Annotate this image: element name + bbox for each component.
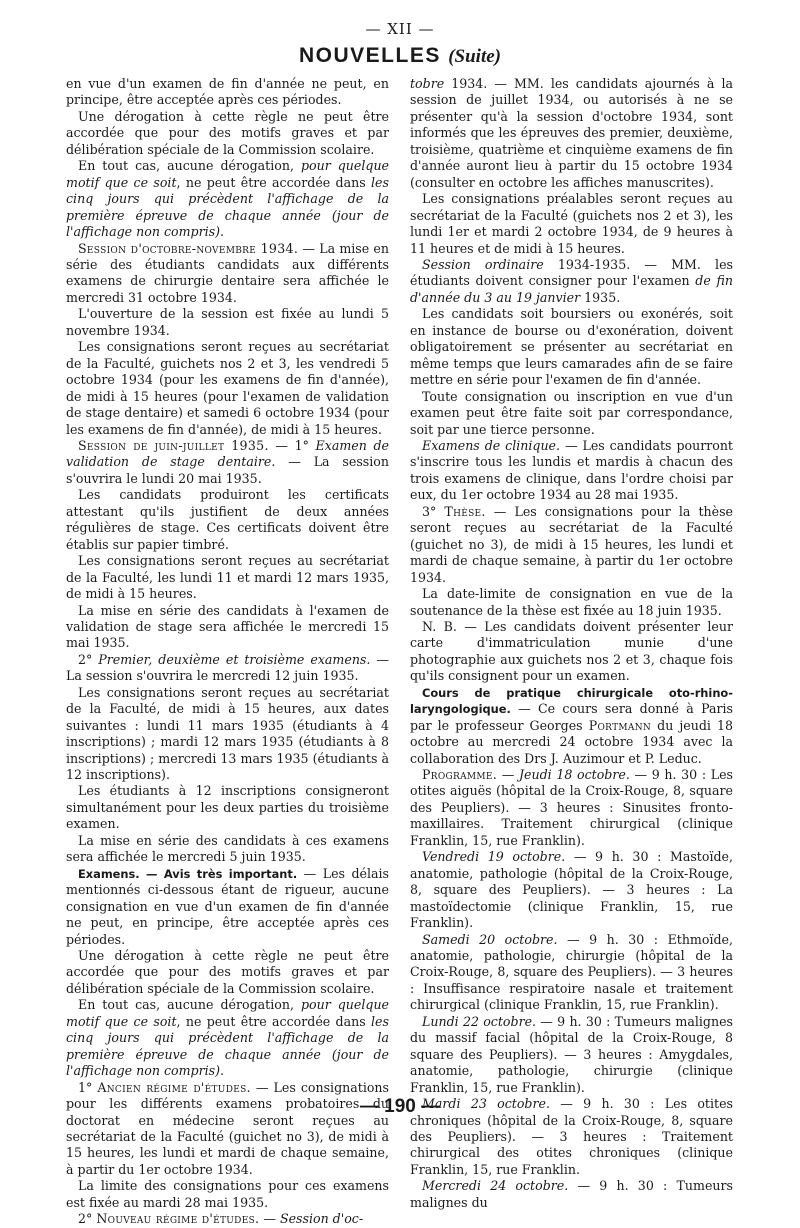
paragraph: 3° Thèse. — Les consignations pour la thèse seront reçues au secrétariat de la Faculté (guichet no 3), de midi à 15 heures, les lundi et mardi de chaque semaine, à partir du 1er octobre 1934. — [410, 503, 733, 585]
paragraph: La mise en série des candidats à l'examen de validation de stage sera affichée le mercredi 15 mai 1935. — [66, 602, 389, 651]
page-number-roman: — XII — — [365, 20, 435, 38]
paragraph: Session de juin-juillet 1935. — 1° Examen de validation de stage dentaire. — La session s'ouvrira le lundi 20 mai 1935. — [66, 437, 389, 486]
paragraph: tobre 1934. — MM. les candidats ajournés à la session de juillet 1934, ou autorisés à ne se présenter qu'à la session d'octobre 1934, sont informés que les épreuves des premier, deuxième, troisième, quatrième et cinquième examens de fin d'année auront lieu à partir du 15 octobre 1934 (consulter en octobre les affiches manuscrites). — [410, 76, 733, 190]
paragraph: Les consignations seront reçues au secrétariat de la Faculté, guichets nos 2 et 3, les vendredi 5 octobre 1934 (pour les examens de fin d'année), de midi à 15 heures (pour l'examen de validation de stage dentaire) et samedi 6 octobre 1934 (pour les examens de fin d'année), de midi à 15 heures. — [66, 339, 389, 437]
page-title — [0, 44, 800, 68]
right-column — [410, 76, 733, 1211]
paragraph: Les candidats produiront les certificats attestant qu'ils justifient de deux années régulières de stage. Ces certificats doivent être établis sur papier timbré. — [66, 487, 389, 552]
left-column — [66, 76, 389, 1228]
paragraph: Une dérogation à cette règle ne peut être accordée que pour des motifs graves et par délibération spéciale de la Commission scolaire. — [66, 108, 389, 157]
paragraph: Mercredi 24 octobre. — 9 h. 30 : Tumeurs malignes du — [410, 1178, 733, 1210]
paragraph: N. B. — Les candidats doivent présenter leur carte d'immatriculation munie d'une photographie aux guichets nos 2 et 3, chaque fois qu'ils consignent pour un examen. — [410, 618, 733, 684]
paragraph: Samedi 20 octobre. — 9 h. 30 : Ethmoïde, anatomie, pathologie, chirurgie (hôpital de la Croix-Rouge, 8, square des Peupliers). — 3 heures : Insuffisance respiratoire nasale et traitement chirurgical (clinique Franklin, 15, rue Franklin). — [410, 931, 734, 1013]
paragraph: Examens. — Avis très important. — Les délais mentionnés ci-dessous étant de rigueur, aucune consignation en vue d'un examen de fin d'année ne peut, en principe, être acceptée après ces périodes. — [66, 865, 389, 947]
paragraph: En tout cas, aucune dérogation, pour quelque motif que ce soit, ne peut être accordée dans les cinq jours qui précèdent l'affichage de la première épreuve de chaque année (jour de l'affichage non compris). — [66, 158, 390, 240]
paragraph: Une dérogation à cette règle ne peut être accordée que pour des motifs graves et par délibération spéciale de la Commission scolaire. — [66, 948, 389, 996]
paragraph: Les consignations seront reçues au secrétariat de la Faculté, les lundi 11 et mardi 12 mars 1935, de midi à 15 heures. — [66, 553, 389, 602]
paragraph: Les consignations préalables seront reçues au secrétariat de la Faculté (guichets nos 2 et 3), les lundi 1er et mardi 2 octobre 1934, de 9 heures à 11 heures et de midi à 15 heures. — [410, 191, 733, 256]
paragraph: L'ouverture de la session est fixée au lundi 5 novembre 1934. — [66, 306, 389, 338]
paragraph: Session ordinaire 1934-1935. — MM. les étudiants doivent consigner pour l'examen de fin d'année du 3 au 19 janvier 1935. — [410, 256, 734, 305]
paragraph: La mise en série des candidats à ces examens sera affichée le mercredi 5 juin 1935. — [66, 832, 389, 865]
paragraph: Mardi 23 octobre. — 9 h. 30 : Les otites chroniques (hôpital de la Croix-Rouge, 8, square des Peupliers). — 3 heures : Traitement chirurgical des otites chroniques (clinique Franklin, 15, rue Franklin. — [410, 1096, 733, 1177]
paragraph: Les étudiants à 12 inscriptions consigneront simultanément pour les deux parties du troisième examen. — [66, 783, 389, 832]
paragraph: 2° Nouveau régime d'études. — Session d'oc- — [78, 1211, 364, 1227]
paragraph: La limite des consignations pour ces examens est fixée au mardi 28 mai 1935. — [66, 1178, 389, 1210]
paragraph: 2° Premier, deuxième et troisième examens. — La session s'ouvrira le mercredi 12 juin 1935. — [66, 651, 389, 684]
paragraph: Vendredi 19 octobre. — 9 h. 30 : Mastoïde, anatomie, pathologie (hôpital de la Croix-Rouge, 8, square des Peupliers). — 3 heures : La mastoïdectomie (clinique Franklin, 15, rue Franklin). — [410, 849, 733, 931]
paragraph: Programme. — Jeudi 18 octobre. — 9 h. 30 : Les otites aiguës (hôpital de la Croix-Rouge, 8, square des Peupliers). — 3 heures : Sinusites fronto-maxillaires. Traitement chirurgical (clinique Franklin, 15, rue Franklin). — [410, 767, 733, 848]
paragraph: Session d'octobre-novembre 1934. — La mise en série des étudiants candidats aux différents examens de chirurgie dentaire sera affichée le mercredi 31 octobre 1934. — [66, 240, 389, 305]
paragraph: La date-limite de consignation en vue de la soutenance de la thèse est fixée au 18 juin 1935. — [410, 586, 733, 618]
paragraph: Lundi 22 octobre. — 9 h. 30 : Tumeurs malignes du massif facial (hôpital de la Croix-Rouge, 8 square des Peupliers). — 3 heures : Amygdales, anatomie, pathologie, chirurgie (clinique Franklin, 15, rue Franklin). — [410, 1013, 733, 1095]
paragraph: Les candidats soit boursiers ou exonérés, soit en instance de bourse ou d'exonération, doivent obligatoirement se présenter au secrétariat en même temps que leurs camarades afin de se faire mettre en série pour l'examen de fin d'année. — [410, 306, 733, 388]
paragraph: Toute consignation ou inscription en vue d'un examen peut être faite soit par correspondance, soit par une tierce personne. — [410, 388, 733, 437]
paragraph: 1° Ancien régime d'études. — Les consignations pour les différents examens probatoires du doctorat en médecine seront reçues au secrétariat de la Faculté (guichet no 3), de midi à 15 heures, les lundi et mardi de chaque semaine, à partir du 1er octobre 1934. — [66, 1079, 389, 1177]
title-suffix: (Suite) — [448, 46, 501, 67]
page-number: — 190 — — [359, 1096, 441, 1117]
paragraph: Les consignations seront reçues au secrétariat de la Faculté, de midi à 15 heures, aux dates suivantes : lundi 11 mars 1935 (étudiants à 4 inscriptions) ; mardi 12 mars 1935 (étudiants à 8 inscriptions) ; mercredi 13 mars 1935 (étudiants à 12 inscriptions). — [66, 684, 389, 783]
paragraph: Examens de clinique. — Les candidats pourront s'inscrire tous les lundis et mardis à chacun des trois examens de clinique, dans l'ordre choisi par eux, du 1er octobre 1934 au 28 mai 1935. — [410, 437, 733, 503]
title-text: NOUVELLES — [299, 44, 441, 67]
paragraph: Cours de pratique chirurgicale oto-rhino-laryngologique. — Ce cours sera donné à Paris par le professeur Georges Portmann du jeudi 18 octobre au mercredi 24 octobre 1934 avec la collaboration des Drs J. Auzimour et P. Leduc. — [410, 685, 734, 766]
paragraph: en vue d'un examen de fin d'année ne peut, en principe, être acceptée après ces périodes. — [66, 76, 389, 108]
paragraph: En tout cas, aucune dérogation, pour quelque motif que ce soit, ne peut être accordée dans les cinq jours qui précèdent l'affichage de la première épreuve de chaque année (jour de l'affichage non compris). — [66, 997, 390, 1079]
